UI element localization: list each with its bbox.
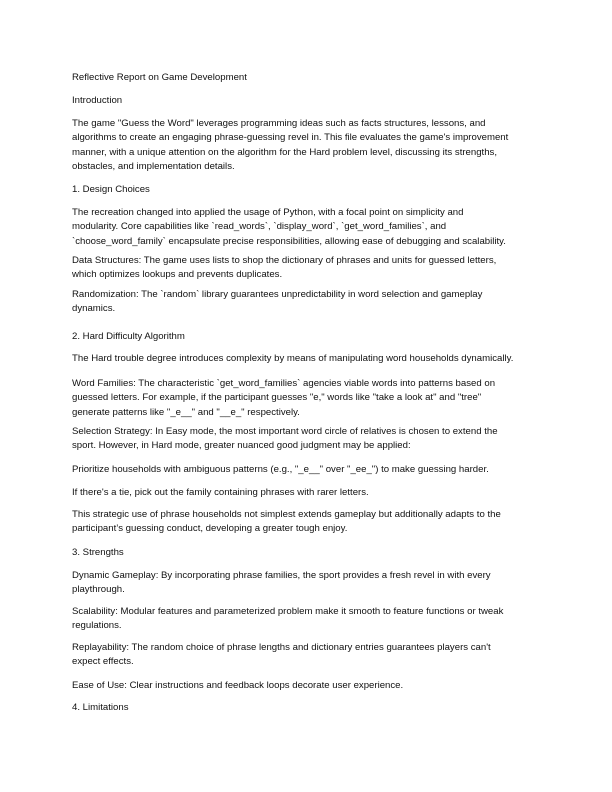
text-line: 2. Hard Difficulty Algorithm <box>72 331 185 342</box>
text-line: expect effects. <box>72 656 134 668</box>
strategic-use <box>72 508 552 537</box>
text-line: The game "Guess the Word" leverages programming ideas such as facts structures, lessons, and <box>72 118 486 129</box>
tie <box>72 486 552 500</box>
text-line: Selection Strategy: In Easy mode, the most important word circle of relatives is chosen to extend the <box>72 426 498 437</box>
text-line: generate patterns like "_e__" and "__e_" respectively. <box>72 406 300 418</box>
text-line: obstacles, and implementation details. <box>72 161 235 173</box>
text-line: regulations. <box>72 620 122 632</box>
word-families <box>72 377 552 420</box>
dynamic-gameplay <box>72 569 552 598</box>
title <box>72 71 552 85</box>
limitations-heading <box>72 701 552 715</box>
hard-heading <box>72 330 552 344</box>
strengths-heading <box>72 546 552 560</box>
text-line: sport. However, in Hard mode, greater nuanced good judgment may be applied: <box>72 440 411 452</box>
text-line: The Hard trouble degree introduces complexity by means of manipulating word households dynamically. <box>72 353 514 364</box>
ease-of-use <box>72 679 552 693</box>
randomization <box>72 288 552 317</box>
text-line: Randomization: The `random` library guarantees unpredictability in word selection and gameplay <box>72 289 483 300</box>
intro-para <box>72 117 552 175</box>
text-line: Replayability: The random choice of phrase lengths and dictionary entries guarantees players can't <box>72 642 491 653</box>
text-line: guessed letters. For example, if the participant guesses "e," words like "take a look at" and "tree" <box>72 392 482 404</box>
data-structures <box>72 254 552 283</box>
text-line: Word Families: The characteristic `get_word_families` agencies viable words into patterns based on <box>72 378 496 389</box>
text-line: Dynamic Gameplay: By incorporating phrase families, the sport provides a fresh revel in with every <box>72 570 491 581</box>
text-line: Ease of Use: Clear instructions and feedback loops decorate user experience. <box>72 680 404 691</box>
design-heading <box>72 183 552 197</box>
text-line: playthrough. <box>72 584 125 596</box>
prioritize <box>72 463 552 477</box>
text-line: 1. Design Choices <box>72 184 150 195</box>
text-line: Scalability: Modular features and parameterized problem make it smooth to feature functions or tweak <box>72 606 504 617</box>
text-line: manner, with a unique attention on the algorithm for the Hard problem level, discussing its strengths, <box>72 146 498 158</box>
text-line: modularity. Core capabilities like `read_words`, `display_word`, `get_word_families`, and <box>72 221 447 233</box>
hard-para <box>72 352 552 366</box>
selection-strategy <box>72 425 552 454</box>
text-line: The recreation changed into applied the usage of Python, with a focal point on simplicity and <box>72 207 464 218</box>
design-para <box>72 206 552 249</box>
text-line: algorithms to create an engaging phrase-guessing revel in. This file evaluates the game's improvement <box>72 132 509 144</box>
replayability <box>72 641 552 670</box>
text-line: 3. Strengths <box>72 547 124 558</box>
intro-heading <box>72 94 552 108</box>
text-line: dynamics. <box>72 303 116 315</box>
text-line: participant’s guessing conduct, developing a greater tough enjoy. <box>72 523 348 535</box>
text-line: Data Structures: The game uses lists to shop the dictionary of phrases and units for guessed letters, <box>72 255 497 266</box>
text-line: which optimizes lookups and prevents duplicates. <box>72 269 283 281</box>
text-line: Reflective Report on Game Development <box>72 72 247 83</box>
scalability <box>72 605 552 634</box>
text-line: Introduction <box>72 95 123 106</box>
text-line: If there's a tie, pick out the family containing phrases with rarer letters. <box>72 487 369 498</box>
text-line: Prioritize households with ambiguous patterns (e.g., "_e__" over "_ee_") to make guessing harder. <box>72 464 489 475</box>
text-line: `choose_word_family` encapsulate precise responsibilities, allowing ease of debugging and scalability. <box>72 235 506 247</box>
text-line: This strategic use of phrase households not simplest extends gameplay but additionally adapts to the <box>72 509 501 520</box>
text-line: 4. Limitations <box>72 702 129 713</box>
